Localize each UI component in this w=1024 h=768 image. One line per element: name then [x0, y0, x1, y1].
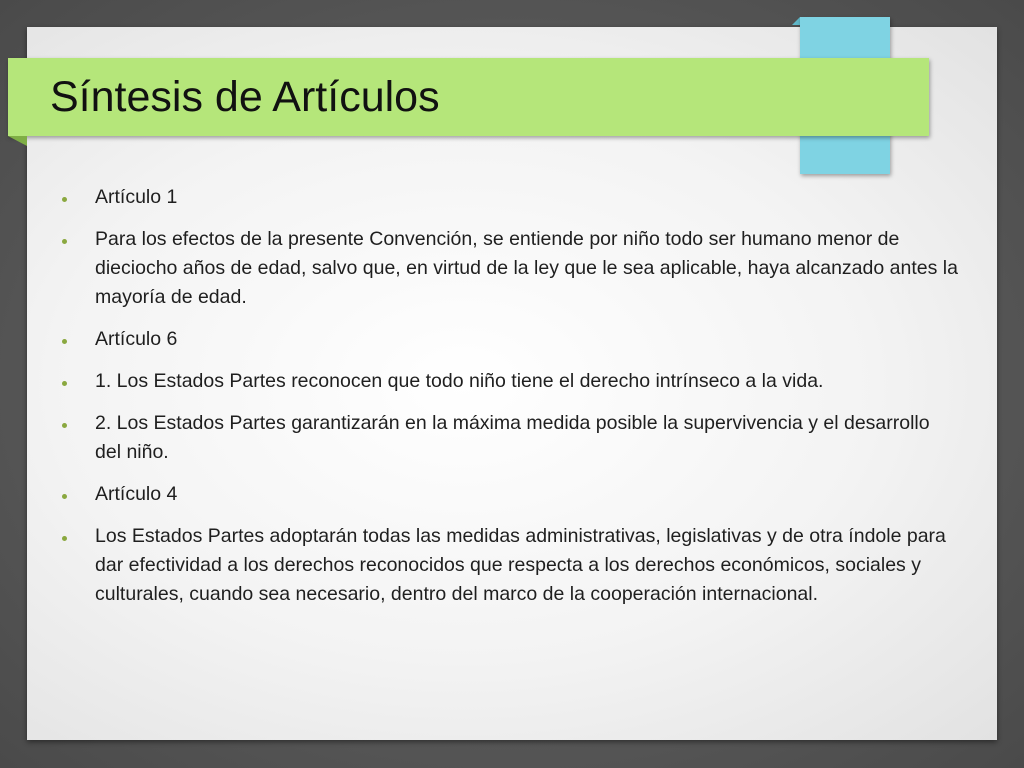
bullet-dot-icon — [62, 494, 67, 499]
blue-tab-fold — [792, 17, 800, 25]
bullet-article-6-heading — [60, 325, 960, 354]
bullet-dot-icon — [62, 381, 67, 386]
bullet-article-4-text — [60, 522, 960, 609]
bullet-text: Artículo 4 — [95, 483, 178, 505]
bullet-article-6-point-2 — [60, 409, 960, 467]
bullet-text: Para los efectos de la presente Convención, se entiende por niño todo ser humano menor de dieciocho años de edad, salvo que, en virtud de la ley que le sea aplicable, haya alcanzado antes la mayoría de edad. — [95, 228, 958, 308]
bullet-article-4-heading — [60, 480, 960, 509]
bullet-text: Los Estados Partes adoptarán todas las medidas administrativas, legislativas y de otra índole para dar efectividad a los derechos reconocidos que respecta a los derechos económicos, sociales y culturales, cuando sea necesario, dentro del marco de la cooperación internacional. — [95, 525, 946, 605]
bullet-dot-icon — [62, 197, 67, 202]
bullet-article-1-text — [60, 225, 960, 312]
bullet-dot-icon — [62, 239, 67, 244]
bullet-article-6-point-1 — [60, 367, 960, 396]
bullet-list — [60, 183, 960, 622]
bullet-text: 2. Los Estados Partes garantizarán en la máxima medida posible la supervivencia y el desarrollo del niño. — [95, 412, 930, 463]
slide-title: Síntesis de Artículos — [50, 73, 440, 121]
bullet-dot-icon — [62, 536, 67, 541]
title-banner-fold — [8, 136, 27, 146]
bullet-dot-icon — [62, 423, 67, 428]
bullet-text: Artículo 1 — [95, 186, 178, 208]
bullet-text: Artículo 6 — [95, 328, 178, 350]
bullet-dot-icon — [62, 339, 67, 344]
bullet-text: 1. Los Estados Partes reconocen que todo niño tiene el derecho intrínseco a la vida. — [95, 370, 824, 392]
bullet-article-1-heading — [60, 183, 960, 212]
